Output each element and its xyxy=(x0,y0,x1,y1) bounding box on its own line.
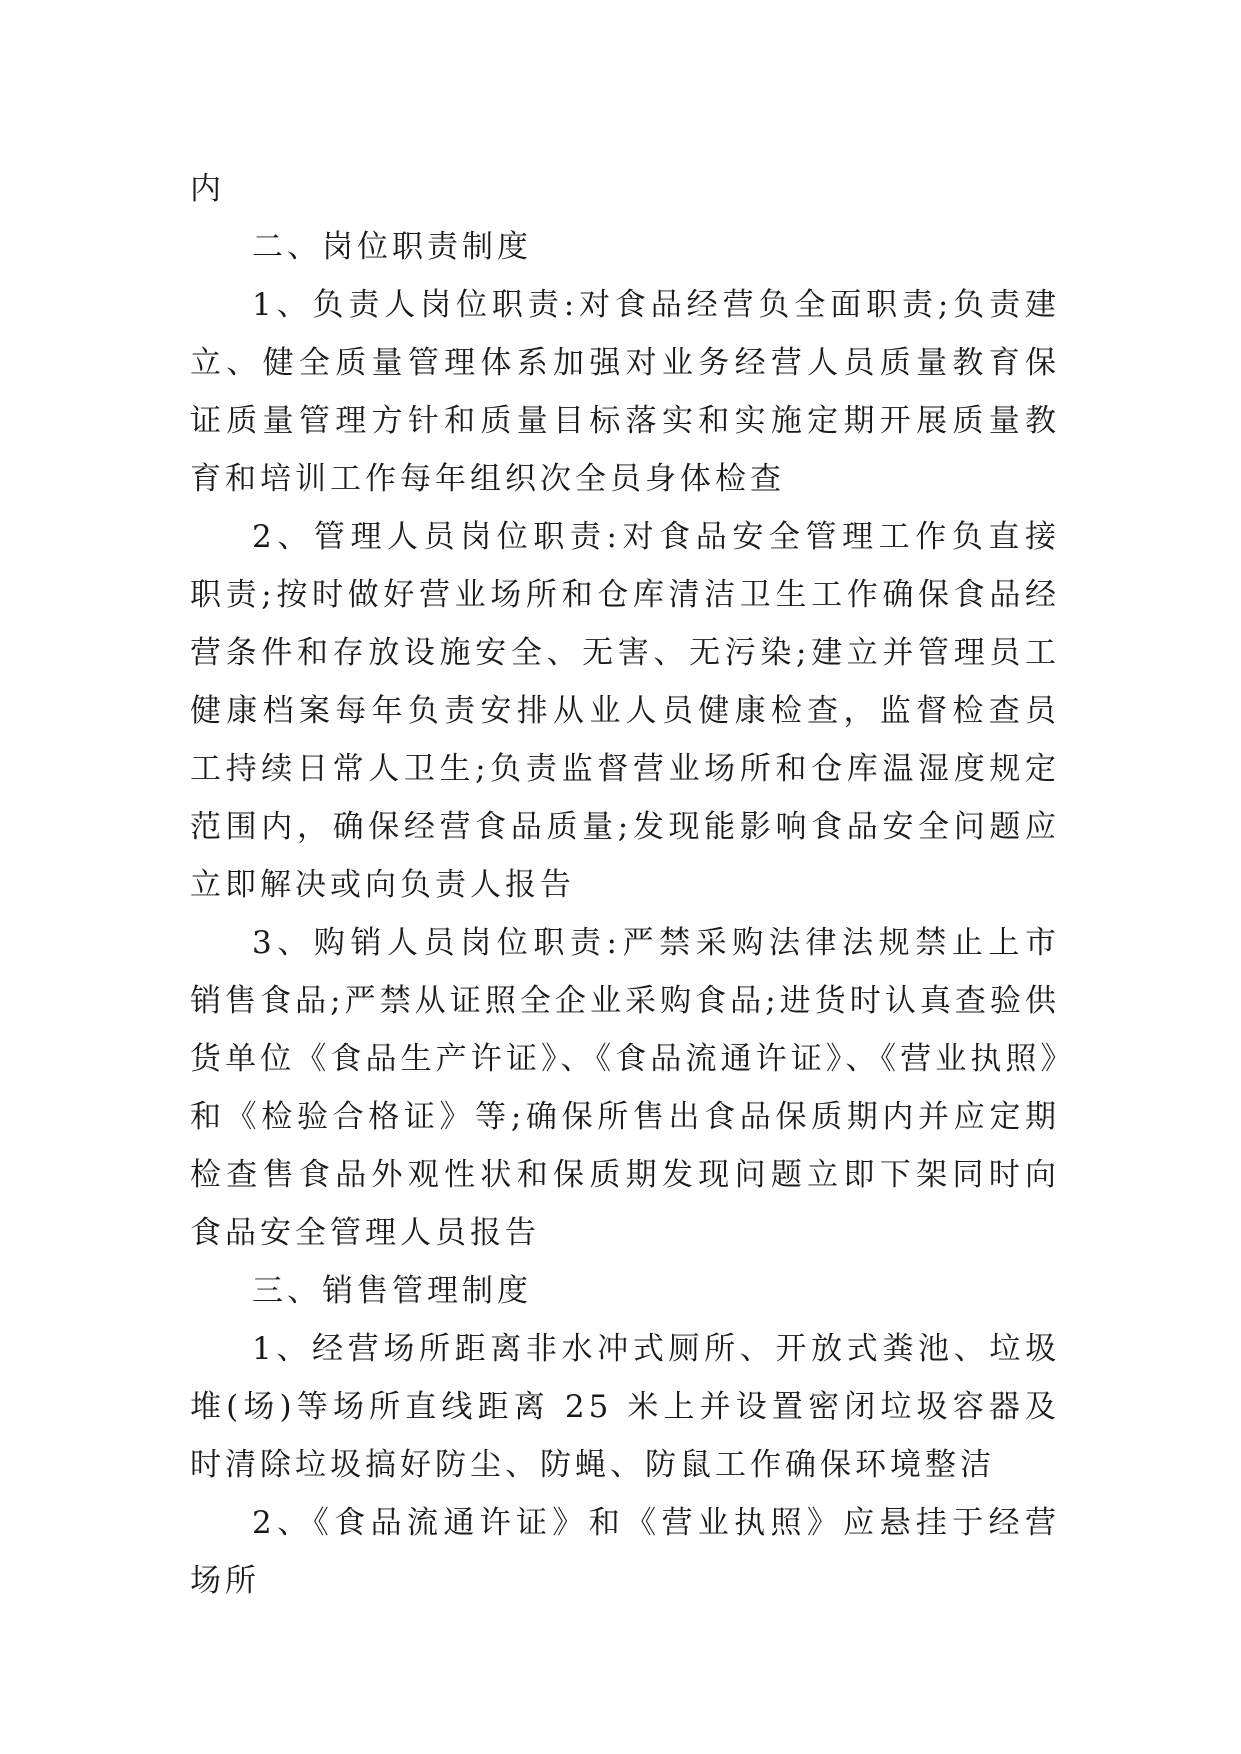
section-heading-sales-management: 三、销售管理制度 xyxy=(252,1273,532,1309)
paragraph-premises-distance: 1、经营场所距离非水冲式厕所、开放式粪池、垃圾堆(场)等场所直线距离 25 米上并设置密闭垃圾容器及时清除垃圾搞好防尘、防蝇、防鼠工作确保环境整洁 xyxy=(190,1331,1060,1483)
document-page xyxy=(190,160,1060,1610)
paragraph-manager-duties: 1、负责人岗位职责:对食品经营负全面职责;负责建立、健全质量管理体系加强对业务经营人员质量教育保证质量管理方针和质量目标落实和实施定期开展质量教育和培训工作每年组织次全员身体检查 xyxy=(190,287,1060,497)
section-heading-job-duties: 二、岗位职责制度 xyxy=(252,229,532,265)
paragraph-license-display: 2、《食品流通许证》和《营业执照》应悬挂于经营场所 xyxy=(190,1505,1060,1599)
paragraph-admin-staff-duties: 2、管理人员岗位职责:对食品安全管理工作负直接职责;按时做好营业场所和仓库清洁卫生工作确保食品经营条件和存放设施安全、无害、无污染;建立并管理员工健康档案每年负责安排从业人员健康检查，监督检查员工持续日常人卫生;负责监督营业场所和仓库温湿度规定范围内，确保经营食品质量;发现能影响食品安全问题应立即解决或向负责人报告 xyxy=(190,519,1060,903)
paragraph-purchasing-staff-duties: 3、购销人员岗位职责:严禁采购法律法规禁止上市销售食品;严禁从证照全企业采购食品;进货时认真查验供货单位《食品生产许证》、《食品流通许证》、《营业执照》和《检验合格证》等;确保所售出食品保质期内并应定期检查售食品外观性状和保质期发现问题立即下架同时向食品安全管理人员报告 xyxy=(190,925,1060,1251)
paragraph-continuation: 内 xyxy=(190,171,225,207)
